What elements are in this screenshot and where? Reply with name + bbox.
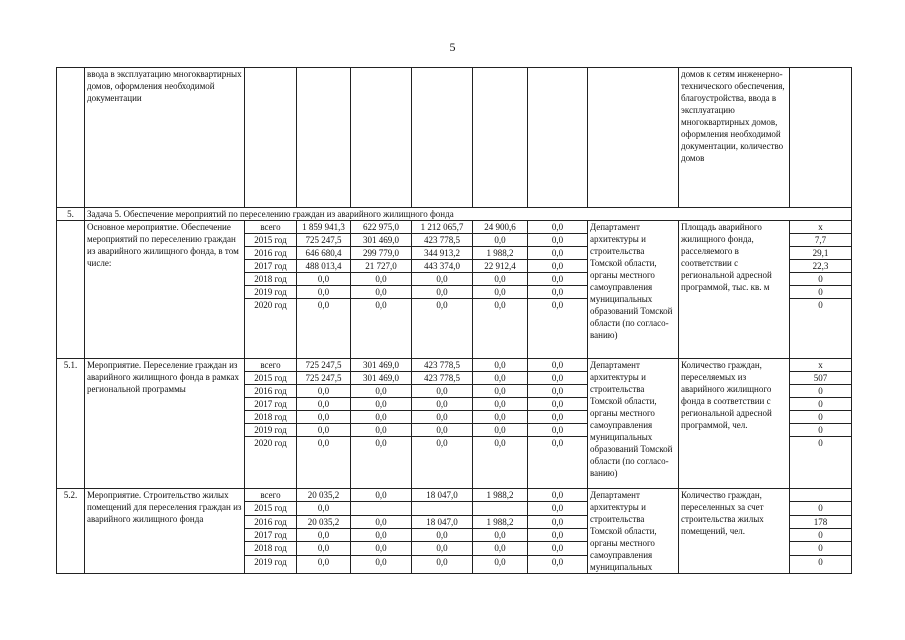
indicator-value [790, 489, 852, 502]
table-row [57, 359, 852, 372]
cell-total: 0,0 [297, 273, 351, 286]
cell-fed: 0,0 [351, 286, 412, 299]
cell-fed: 0,0 [351, 398, 412, 411]
cell-fed: 0,0 [351, 385, 412, 398]
cell-other: 0,0 [528, 299, 588, 359]
cell-fed: 301 469,0 [351, 372, 412, 385]
cell-reg: 0,0 [412, 542, 473, 555]
cell-loc: 0,0 [473, 437, 528, 489]
cell-total: 20 035,2 [297, 515, 351, 528]
cell-other: 0,0 [528, 385, 588, 398]
cell-total: 725 247,5 [297, 359, 351, 372]
cell-loc: 0,0 [473, 411, 528, 424]
cell-year: 2019 год [245, 555, 297, 573]
cell-loc: 0,0 [473, 424, 528, 437]
executor: Департамент архитектуры и строительства Томской области, органы местного самоуправления муниципальных образований Томской области (по согласо-ванию) [588, 359, 679, 489]
cell-year: 2017 год [245, 528, 297, 541]
cell-fed: 301 469,0 [351, 234, 412, 247]
cell-total: 1 859 941,3 [297, 221, 351, 234]
cell-other: 0,0 [528, 528, 588, 541]
cell-reg: 344 913,2 [412, 247, 473, 260]
cell-reg: 0,0 [412, 273, 473, 286]
cell-year: 2016 год [245, 515, 297, 528]
cell-total: 0,0 [297, 528, 351, 541]
cell-reg: 0,0 [412, 424, 473, 437]
cell-reg: 0,0 [412, 555, 473, 573]
cell-other: 0,0 [528, 411, 588, 424]
cell-reg: 0,0 [412, 299, 473, 359]
cell-year: 2015 год [245, 372, 297, 385]
indicator-value: 0 [790, 542, 852, 555]
indicator-value: 0 [790, 385, 852, 398]
cell-other: 0,0 [528, 555, 588, 573]
cell-year: 2018 год [245, 411, 297, 424]
cell-total: 0,0 [297, 437, 351, 489]
indicator-value: 0 [790, 437, 852, 489]
cell-total: 0,0 [297, 286, 351, 299]
cell-reg: 0,0 [412, 528, 473, 541]
indicator-value: х [790, 359, 852, 372]
task-title: Задача 5. Обеспечение мероприятий по переселению граждан из аварийного жилищного фонда [85, 208, 852, 221]
cell-loc: 0,0 [473, 555, 528, 573]
cell-loc: 0,0 [473, 372, 528, 385]
cell-other: 0,0 [528, 359, 588, 372]
cell-total: 0,0 [297, 411, 351, 424]
executor: Департамент архитектуры и строительства Томской области, органы местного самоуправления муниципальных образований Томской области (по согласо-ванию) [588, 221, 679, 359]
indicator: Количество граждан, переселенных за счет строительства жилых помещений, чел. [679, 489, 790, 574]
cell-fed: 622 975,0 [351, 221, 412, 234]
cell-reg: 0,0 [412, 398, 473, 411]
cell-total: 0,0 [297, 398, 351, 411]
cell-year: 2017 год [245, 398, 297, 411]
measure-name: Мероприятие. Строительство жилых помещений для переселения граждан из аварийного жилищного фонда [85, 489, 245, 574]
cell-other: 0,0 [528, 502, 588, 515]
cell-year: 2015 год [245, 502, 297, 515]
cell-fed: 0,0 [351, 489, 412, 502]
measure-name: Мероприятие. Переселение граждан из аварийного жилищного фонда в рамках региональной программы [85, 359, 245, 489]
measure-name: Основное мероприятие. Обеспечение мероприятий по переселению граждан из аварийного жилищного фонда, в том числе: [85, 221, 245, 359]
cell-other: 0,0 [528, 398, 588, 411]
cell-reg: 18 047,0 [412, 489, 473, 502]
cell-fed: 0,0 [351, 528, 412, 541]
indicator-value: 0 [790, 273, 852, 286]
cell-year: 2020 год [245, 299, 297, 359]
cell-total: 725 247,5 [297, 234, 351, 247]
cell-total: 0,0 [297, 542, 351, 555]
cell-loc: 24 900,6 [473, 221, 528, 234]
cell-fed: 299 779,0 [351, 247, 412, 260]
cell-year: всего [245, 359, 297, 372]
cell-reg: 0,0 [412, 385, 473, 398]
cell-total: 20 035,2 [297, 489, 351, 502]
cell-other: 0,0 [528, 437, 588, 489]
cell-loc: 0,0 [473, 286, 528, 299]
indicator-value: 0 [790, 286, 852, 299]
measure-number [57, 221, 85, 359]
indicator-value: 0 [790, 398, 852, 411]
cell-year: 2017 год [245, 260, 297, 273]
cell-fed: 301 469,0 [351, 359, 412, 372]
cell-fed: 0,0 [351, 555, 412, 573]
indicator-value: 7,7 [790, 234, 852, 247]
cell-reg: 0,0 [412, 286, 473, 299]
cell-reg [412, 502, 473, 515]
cell-loc: 0,0 [473, 359, 528, 372]
task-row [57, 208, 852, 221]
indicator: Площадь аварийного жилищного фонда, расселяемого в соответствии с региональной адресной программой, тыс. кв. м [679, 221, 790, 359]
indicator-value: 0 [790, 424, 852, 437]
table-row [57, 489, 852, 502]
cell-fed: 0,0 [351, 299, 412, 359]
cell-reg: 443 374,0 [412, 260, 473, 273]
cell-other: 0,0 [528, 234, 588, 247]
task-number: 5. [57, 208, 85, 221]
cell-reg: 18 047,0 [412, 515, 473, 528]
cell-fed: 0,0 [351, 424, 412, 437]
cell-fed: 21 727,0 [351, 260, 412, 273]
cell-year: 2018 год [245, 542, 297, 555]
cell-reg: 423 778,5 [412, 234, 473, 247]
program-table [56, 67, 852, 574]
cell-fed: 0,0 [351, 437, 412, 489]
cell-loc: 0,0 [473, 273, 528, 286]
cell-other: 0,0 [528, 221, 588, 234]
cell-other: 0,0 [528, 424, 588, 437]
cell-loc: 0,0 [473, 528, 528, 541]
cell-year: 2016 год [245, 385, 297, 398]
cell-loc: 0,0 [473, 299, 528, 359]
cell-reg: 1 212 065,7 [412, 221, 473, 234]
cell-year: 2019 год [245, 424, 297, 437]
cell-fed: 0,0 [351, 411, 412, 424]
cell-year: 2020 год [245, 437, 297, 489]
cell-fed: 0,0 [351, 515, 412, 528]
cell-year: 2016 год [245, 247, 297, 260]
cell-total: 0,0 [297, 555, 351, 573]
cell-loc: 0,0 [473, 385, 528, 398]
cell-loc: 1 988,2 [473, 247, 528, 260]
cell-year: всего [245, 489, 297, 502]
indicator-value: 22,3 [790, 260, 852, 273]
cell-total: 0,0 [297, 424, 351, 437]
cell-loc: 0,0 [473, 234, 528, 247]
cell-other: 0,0 [528, 260, 588, 273]
top-measure: ввода в эксплуатацию многоквартирных домов, оформления необходимой документации [85, 68, 245, 208]
indicator: Количество граждан, переселяемых из аварийного жилищного фонда в соответствии с региональной адресной программой, чел. [679, 359, 790, 489]
executor: Департамент архитектуры и строительства Томской области, органы местного самоуправления муниципальных [588, 489, 679, 574]
cell-total: 725 247,5 [297, 372, 351, 385]
cell-loc: 0,0 [473, 542, 528, 555]
cell-other: 0,0 [528, 515, 588, 528]
cell-loc: 0,0 [473, 398, 528, 411]
cell-other: 0,0 [528, 273, 588, 286]
cell-year: 2019 год [245, 286, 297, 299]
cell-total: 0,0 [297, 502, 351, 515]
cell-loc: 22 912,4 [473, 260, 528, 273]
cell-other: 0,0 [528, 489, 588, 502]
cell-loc: 1 988,2 [473, 489, 528, 502]
cell-loc: 1 988,2 [473, 515, 528, 528]
cell-year: 2018 год [245, 273, 297, 286]
cell-total: 0,0 [297, 385, 351, 398]
indicator-value: х [790, 221, 852, 234]
cell-reg: 423 778,5 [412, 359, 473, 372]
page-number: 5 [449, 40, 456, 54]
cell-total: 488 013,4 [297, 260, 351, 273]
indicator-value: 0 [790, 411, 852, 424]
measure-number: 5.1. [57, 359, 85, 489]
cell-fed: 0,0 [351, 542, 412, 555]
cell-other: 0,0 [528, 286, 588, 299]
cell-other: 0,0 [528, 372, 588, 385]
indicator-value: 0 [790, 299, 852, 359]
cell-other: 0,0 [528, 542, 588, 555]
indicator-value: 0 [790, 502, 852, 515]
top-indicator: домов к сетям инженерно-технического обеспечения, благоустройства, ввода в эксплуатацию многоквартирных домов, оформления необходимой документации, количество домов [679, 68, 790, 208]
cell-fed: 0,0 [351, 273, 412, 286]
indicator-value: 507 [790, 372, 852, 385]
cell-reg: 0,0 [412, 411, 473, 424]
cell-other: 0,0 [528, 247, 588, 260]
cell-total: 646 680,4 [297, 247, 351, 260]
cell-loc [473, 502, 528, 515]
indicator-value: 178 [790, 515, 852, 528]
cell-reg: 0,0 [412, 437, 473, 489]
indicator-value: 0 [790, 528, 852, 541]
cell-year: всего [245, 221, 297, 234]
cell-fed [351, 502, 412, 515]
indicator-value: 29,1 [790, 247, 852, 260]
indicator-value: 0 [790, 555, 852, 573]
cell-year: 2015 год [245, 234, 297, 247]
measure-number: 5.2. [57, 489, 85, 574]
cell-total: 0,0 [297, 299, 351, 359]
table-row [57, 221, 852, 234]
table-row [57, 68, 852, 208]
cell-reg: 423 778,5 [412, 372, 473, 385]
